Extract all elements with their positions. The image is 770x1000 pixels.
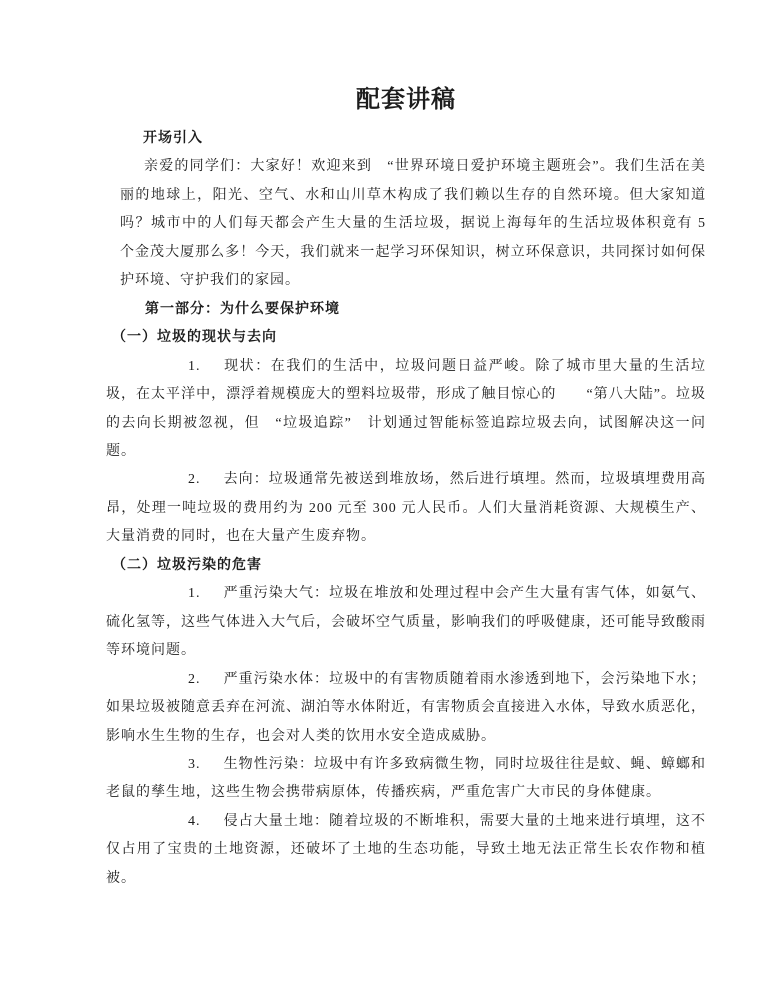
list-text: 去向：垃圾通常先被送到堆放场，然后进行填埋。然而，垃圾填埋费用高昂，处理一吨垃圾的费用约为 200 元至 300 元人民币。人们大量消耗资源、大规模生产、大量消费的同时，也在大量产生废弃物。 bbox=[106, 472, 706, 545]
page-title: 配套讲稿 bbox=[356, 87, 456, 113]
opening-paragraph: 亲爱的同学们：大家好！欢迎来到 “世界环境日爱护环境主题班会”。我们生活在美丽的地球上，阳光、空气、水和山川草木构成了我们赖以生存的自然环境。但大家知道吗？城市中的人们每天都会产生大量的生活垃圾，据说上海每年的生活垃圾体积竟有 5 个金茂大厦那么多！今天，我们就来一起学习环保知识，树立环保意识，共同探讨如何保护环境、守护我们的家园。 bbox=[120, 159, 706, 289]
list-number: 4. bbox=[188, 813, 201, 829]
list-text: 严重污染水体：垃圾中的有害物质随着雨水渗透到地下，会污染地下水；如果垃圾被随意丢弃在河流、湖泊等水体附近，有害物质会直接进入水体，导致水质恶化，影响水生生物的生存，也会对人类的饮用水安全造成威胁。 bbox=[106, 671, 706, 744]
part1-heading: 第一部分：为什么要保护环境 bbox=[145, 301, 340, 317]
list-number: 2. bbox=[188, 671, 201, 687]
list-text: 现状：在我们的生活中，垃圾问题日益严峻。除了城市里大量的生活垃圾，在太平洋中，漂浮着规模庞大的塑料垃圾带，形成了触目惊心的 “第八大陆”。垃圾的去向长期被忽视，但 “垃圾追踪” 计划通过智能标签追踪垃圾去向，试图解决这一问题。 bbox=[106, 358, 706, 459]
list-item bbox=[106, 353, 706, 467]
list-number: 2. bbox=[188, 472, 201, 488]
list-number: 1. bbox=[188, 358, 201, 374]
section1-heading: （一）垃圾的现状与去向 bbox=[112, 330, 277, 346]
list-item bbox=[106, 466, 706, 551]
list-text: 严重污染大气：垃圾在堆放和处理过程中会产生大量有害气体，如氨气、硫化氢等，这些气体进入大气后，会破坏空气质量，影响我们的呼吸健康，还可能导致酸雨等环境问题。 bbox=[106, 586, 706, 659]
opening-heading: 开场引入 bbox=[143, 131, 203, 146]
list-item bbox=[106, 751, 706, 808]
document-body bbox=[106, 83, 706, 893]
section2-heading: （二）垃圾污染的危害 bbox=[112, 557, 262, 573]
list-number: 3. bbox=[188, 756, 201, 772]
list-number: 1. bbox=[188, 586, 201, 602]
list-text: 生物性污染：垃圾中有许多致病微生物，同时垃圾往往是蚊、蝇、蟑螂和老鼠的孳生地，这些生物会携带病原体，传播疾病，严重危害广大市民的身体健康。 bbox=[106, 756, 706, 801]
list-item bbox=[106, 580, 706, 665]
list-text: 侵占大量土地：随着垃圾的不断堆积，需要大量的土地来进行填埋，这不仅占用了宝贵的土地资源，还破坏了土地的生态功能，导致土地无法正常生长农作物和植被。 bbox=[106, 813, 706, 886]
list-item bbox=[106, 808, 706, 893]
list-item bbox=[106, 666, 706, 751]
